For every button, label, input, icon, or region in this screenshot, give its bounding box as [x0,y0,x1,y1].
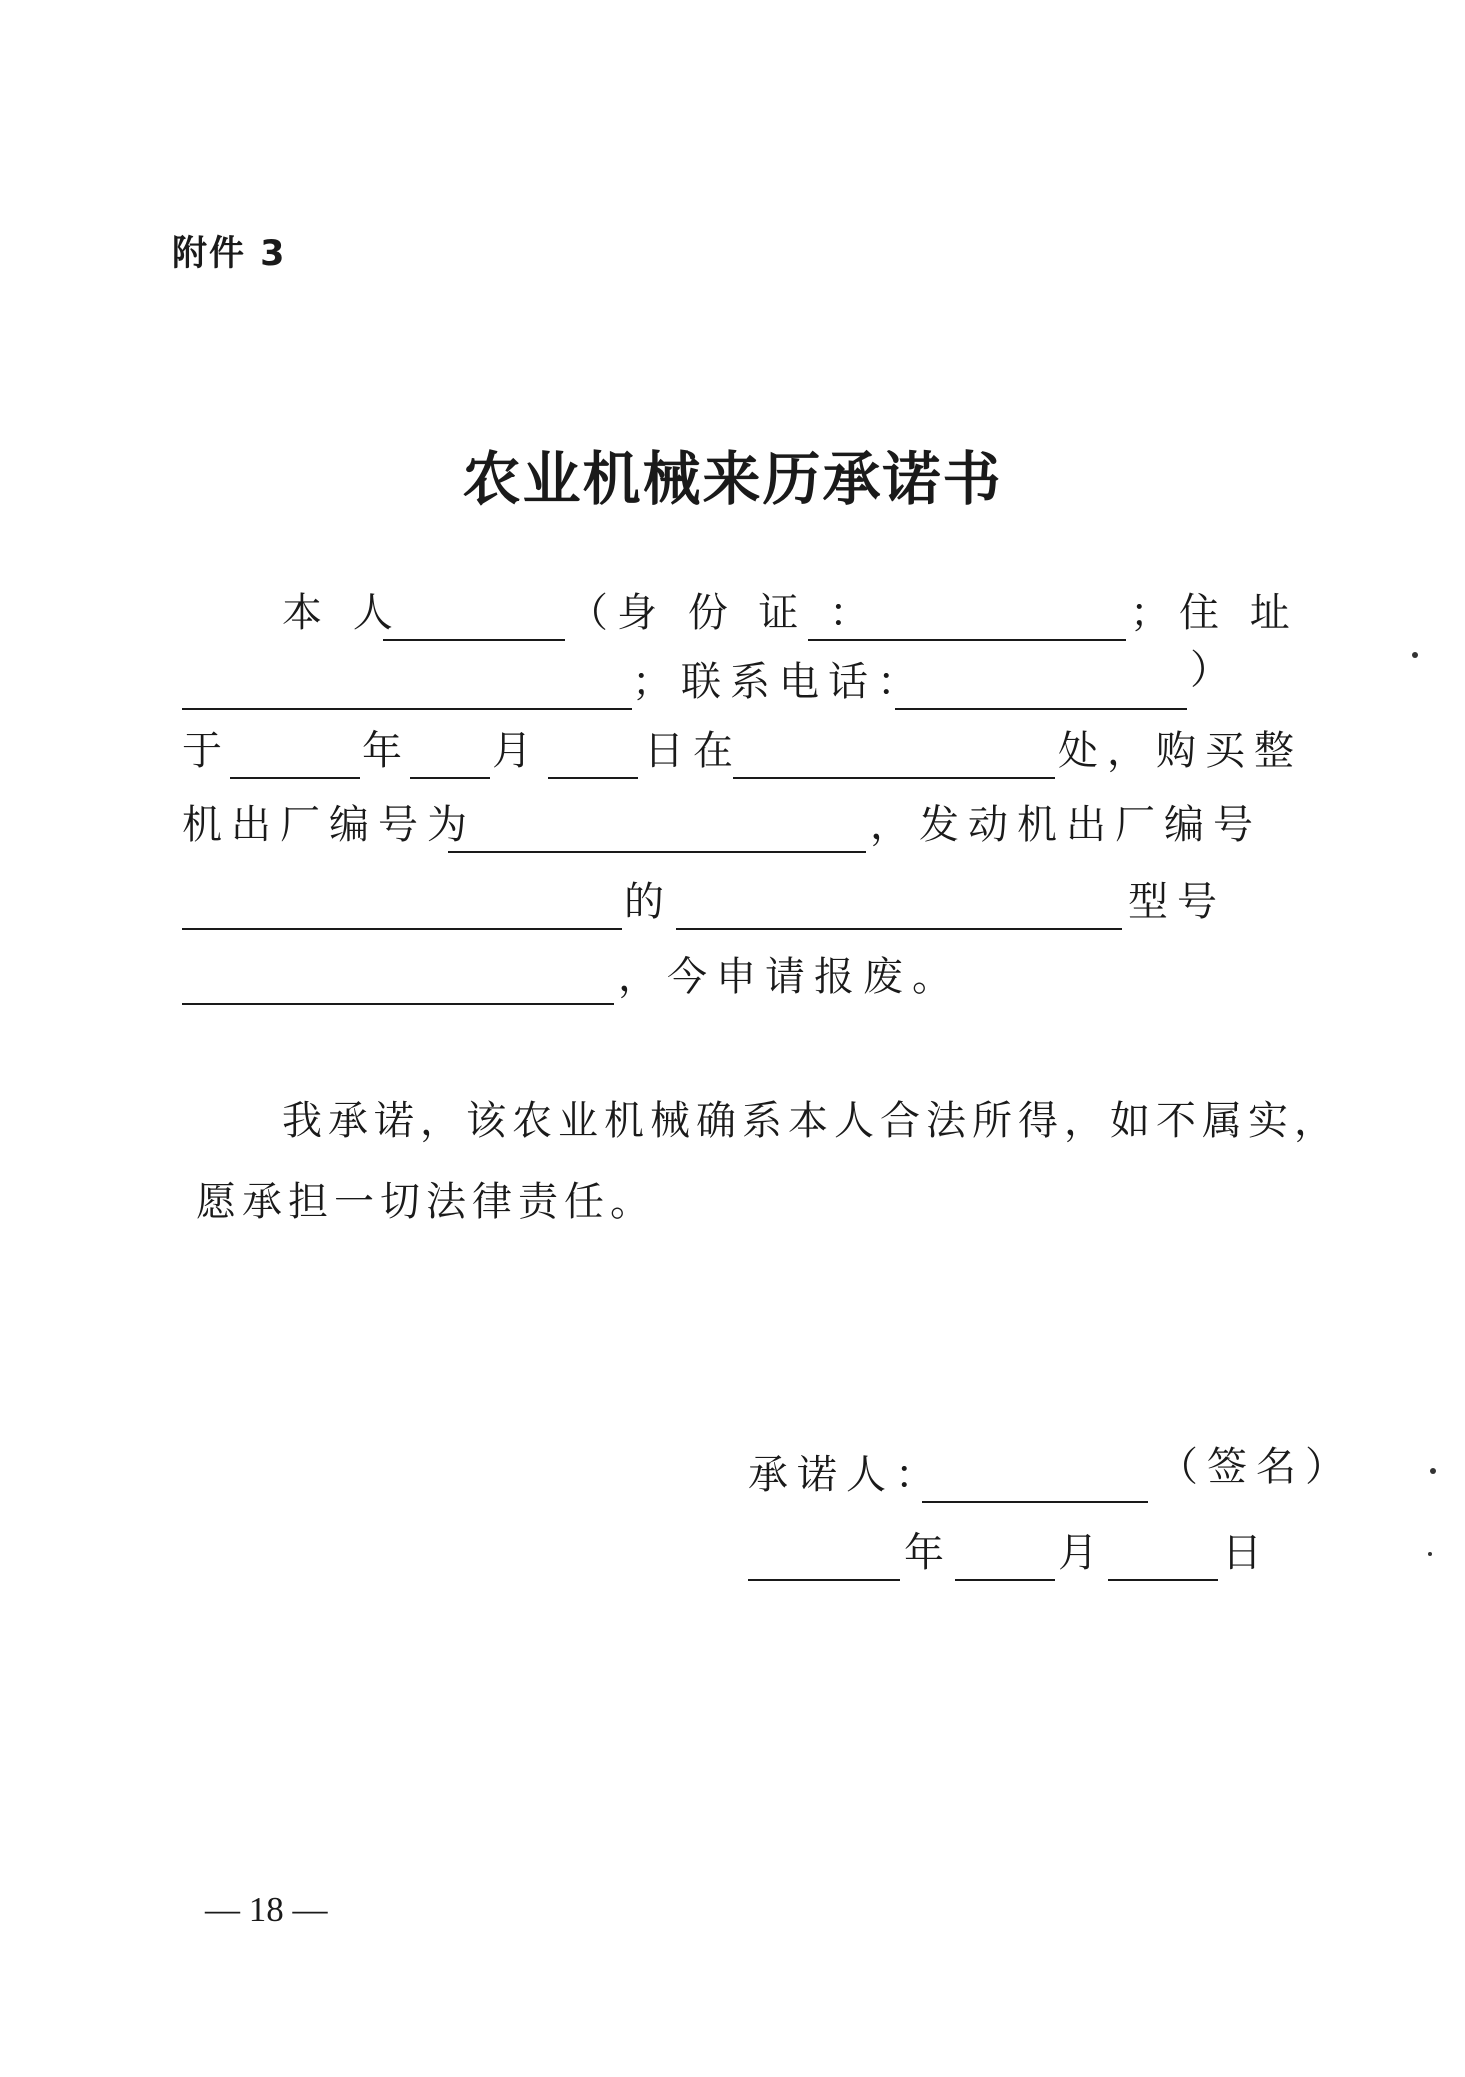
form-line-6 [0,947,1465,1007]
purchase-place-blank[interactable] [733,777,1055,779]
model-blank[interactable] [676,928,1122,930]
signature-blank[interactable] [922,1501,1148,1503]
label-year: 年 [362,728,411,774]
closing-paren: ） [1190,647,1239,693]
sign-year-label: 年 [904,1530,953,1576]
pledge-text-1: 我承诺，该农业机械确系本人合法所得，如不属实， [282,1098,1340,1144]
sign-month-blank[interactable] [955,1579,1055,1581]
document-title: 农业机械来历承诺书 [462,445,1003,513]
sign-month-label: 月 [1058,1530,1107,1576]
pledge-text-2: 愿承担一切法律责任。 [196,1179,656,1225]
purchase-day-blank[interactable] [548,777,638,779]
scan-speck [1412,652,1418,658]
form-line-5 [0,872,1465,932]
page-number: — 18 — [205,1890,328,1929]
label-id-card: （身 份 证 ： [568,590,879,636]
machine-type-blank[interactable] [182,1003,614,1005]
phone-blank[interactable] [895,708,1187,710]
purchase-year-blank[interactable] [230,777,360,779]
sign-note: （签名） [1158,1444,1354,1490]
address-blank[interactable] [182,708,632,710]
purchase-month-blank[interactable] [410,777,490,779]
scan-speck [1430,1468,1436,1474]
form-line-1 [0,583,1465,643]
id-card-blank[interactable] [808,639,1126,641]
pledge-line-1 [0,1091,1465,1151]
sign-day-blank[interactable] [1108,1579,1218,1581]
label-model: 型号 [1128,879,1226,925]
signature-line [0,1445,1465,1505]
label-of: 的 [624,879,673,925]
sign-year-blank[interactable] [748,1579,900,1581]
scan-speck [1428,1552,1432,1556]
engine-serial-blank[interactable] [182,928,622,930]
attachment-label: 附件 3 [172,234,287,274]
form-line-4 [0,795,1465,855]
label-address: ；住 址 [1130,590,1299,636]
form-line-2 [0,647,1465,712]
label-applicant: 本 人 [282,590,402,636]
signatory-label: 承诺人： [748,1452,944,1498]
name-blank[interactable] [383,639,565,641]
label-phone: ；联系电话： [632,659,926,705]
machine-serial-blank[interactable] [448,851,866,853]
label-purchase: 处，购买整 [1058,728,1303,774]
form-line-3 [0,721,1465,781]
sign-day-label: 日 [1222,1530,1271,1576]
label-machine-serial: 机出厂编号为 [182,802,476,848]
label-month: 月 [492,728,541,774]
label-engine-serial: ，发动机出厂编号 [870,802,1262,848]
signature-date-line [0,1523,1465,1583]
label-day-at: 日在 [644,728,742,774]
label-on: 于 [182,728,231,774]
label-apply-scrap: ，今申请报废。 [618,954,961,1000]
pledge-line-2 [0,1172,1465,1232]
